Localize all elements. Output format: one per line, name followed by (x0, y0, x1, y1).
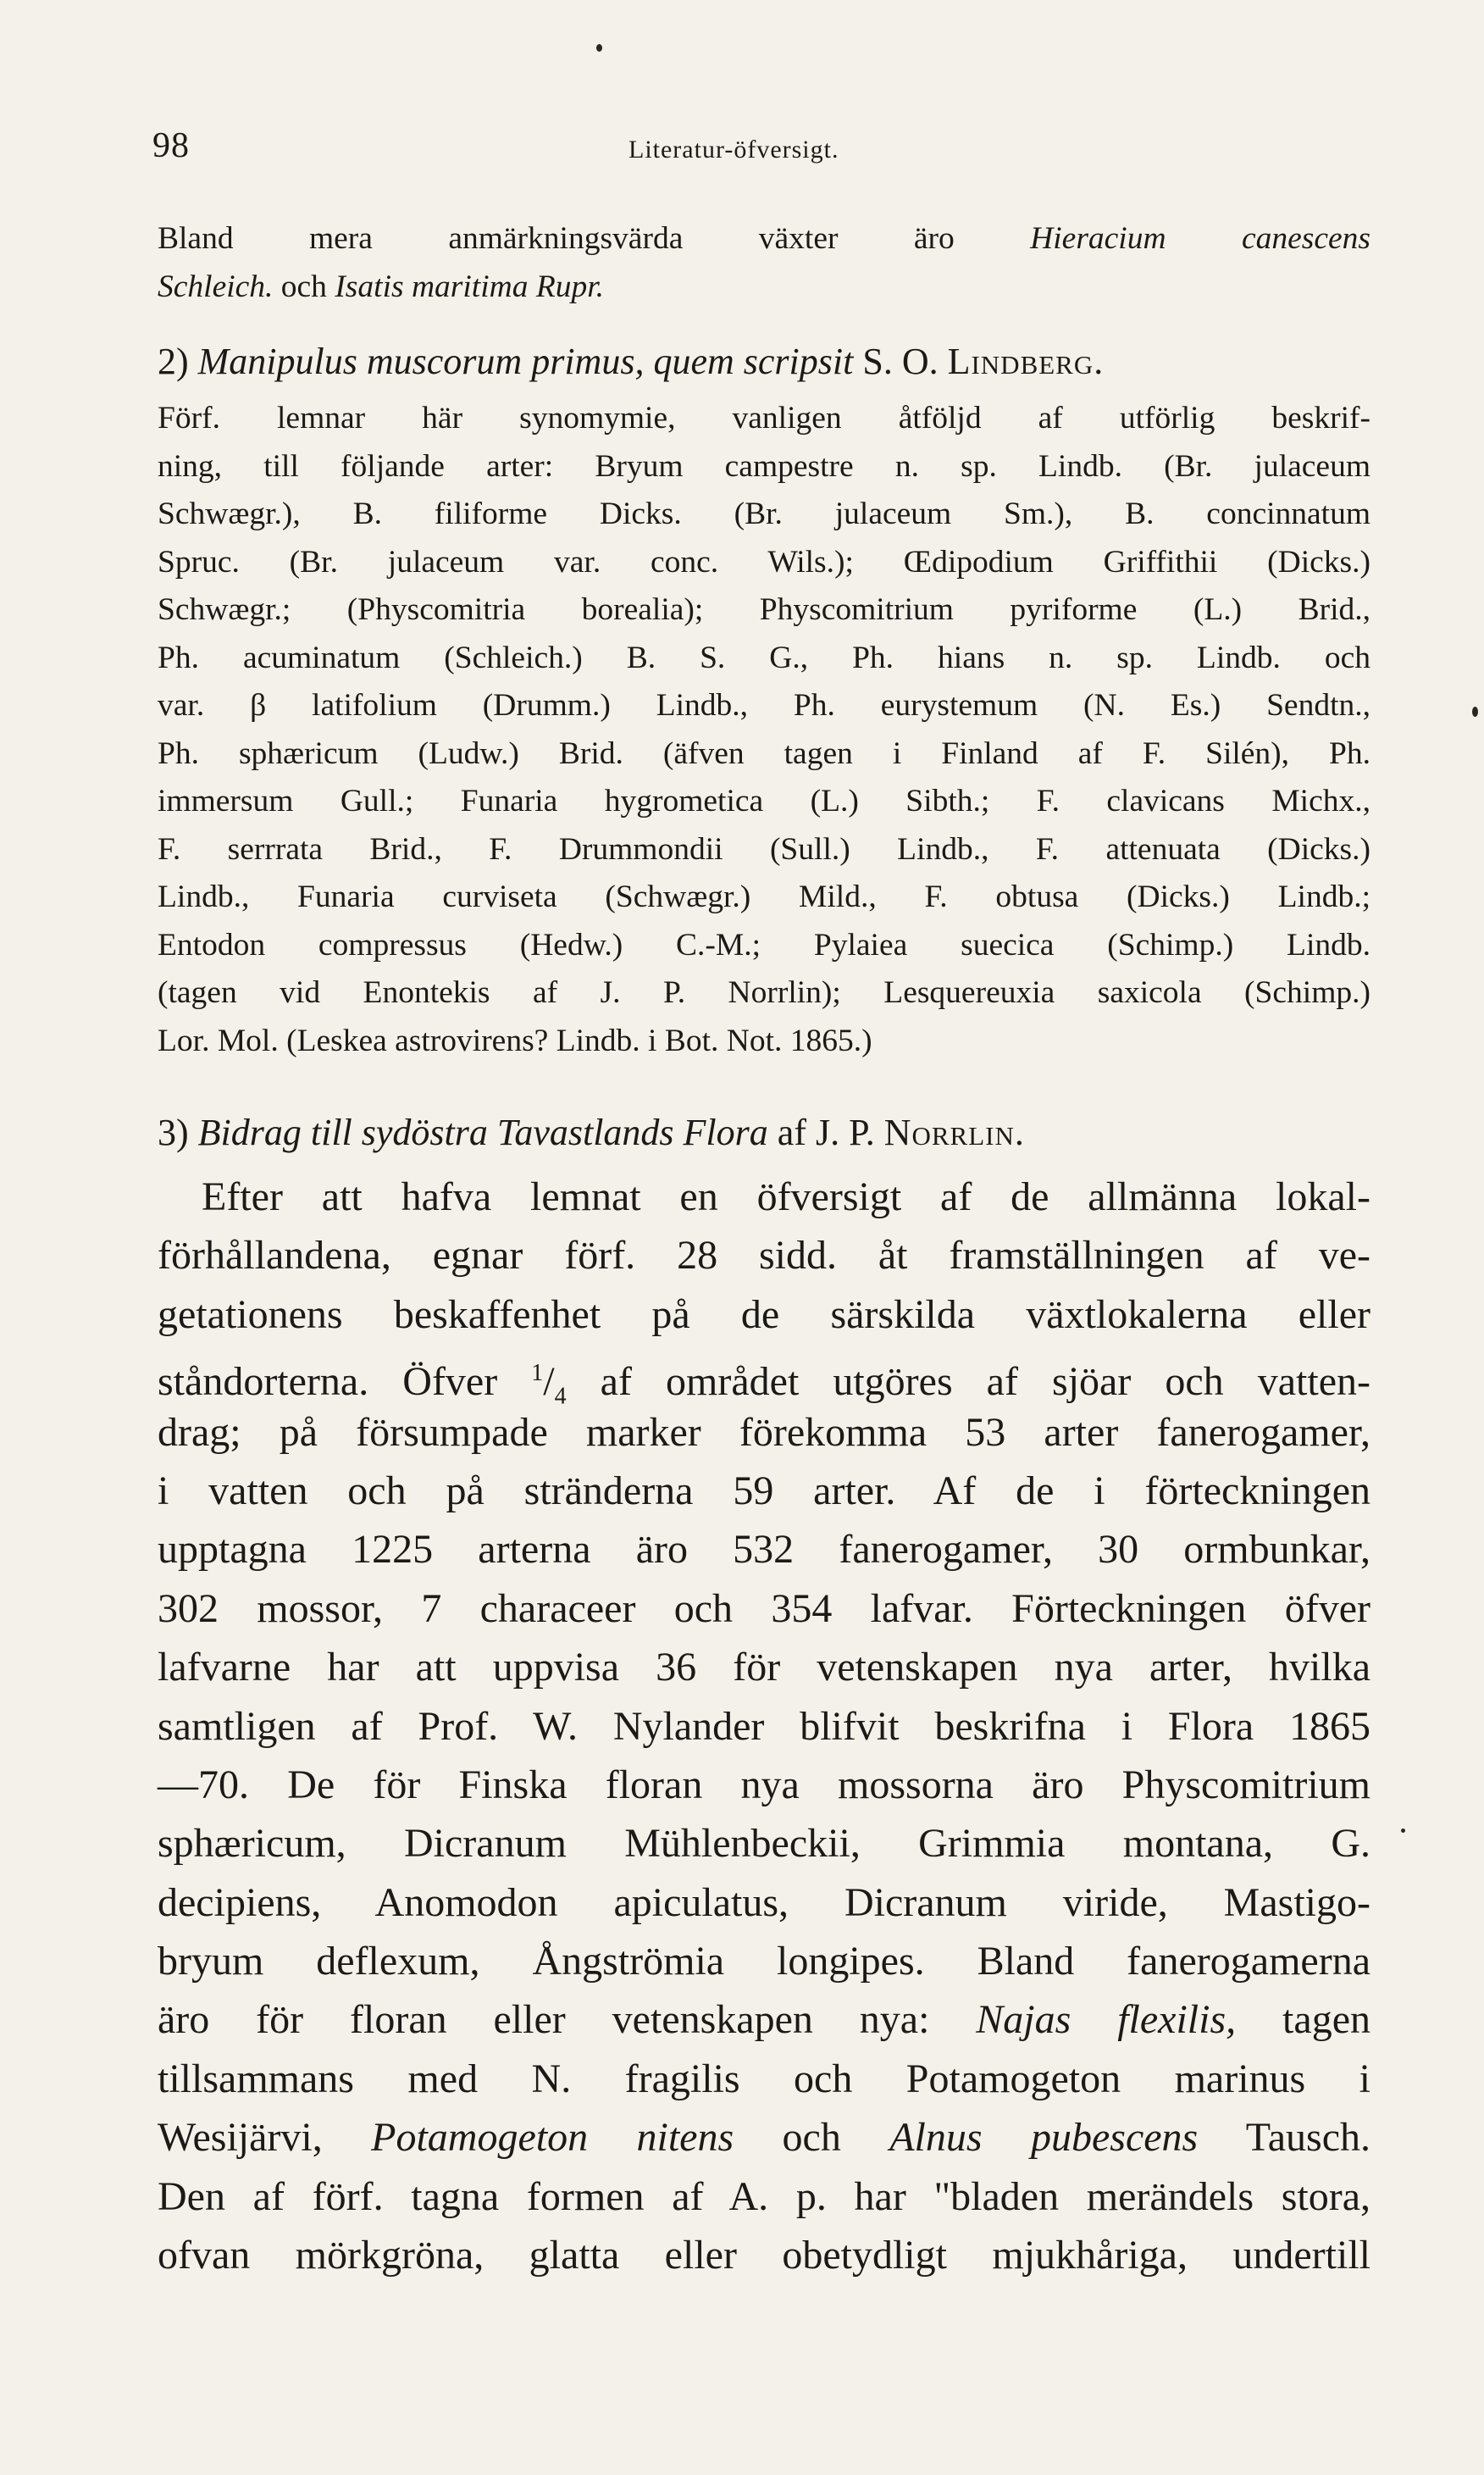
section-title: 3) Bidrag till sydöstra Tavastlands Flora af J. P. Norrlin. (158, 1112, 1025, 1153)
text-line: getationens beskaffenhet på de särskilda växtlokalerna eller (158, 1291, 1370, 1337)
ink-speck (596, 44, 602, 52)
text-line: (tagen vid Enontekis af J. P. Norrlin); Lesquereuxia saxicola (Schimp.) (158, 975, 1370, 1010)
text-line: bryum deflexum, Ångströmia longipes. Bland fanerogamerna (158, 1939, 1370, 1984)
text-line: Schwægr.; (Physcomitria borealia); Physcomitrium pyriforme (L.) Brid., (158, 592, 1370, 627)
author-name: Lindberg. (947, 341, 1105, 382)
text-line: äro för floran eller vetenskapen nya: Najas flexilis, tagen (158, 1997, 1370, 2043)
page-header (152, 125, 1372, 176)
text-line: ning, till följande arter: Bryum campestre n. sp. Lindb. (Br. julaceum (158, 448, 1370, 484)
running-title: Literatur-öfversigt. (628, 136, 839, 164)
text-line: sphæricum, Dicranum Mühlenbeckii, Grimmia montana, G. (158, 1821, 1370, 1867)
text-line: i vatten och på stränderna 59 arter. Af de i förteckningen (158, 1468, 1370, 1513)
text-line: Den af förf. tagna formen af A. p. har "bladen merändels stora, (158, 2173, 1370, 2219)
text-line: decipiens, Anomodon apiculatus, Dicranum viride, Mastigo- (158, 1879, 1370, 1925)
species-name: Hieracium canescens (1030, 221, 1370, 256)
text-line: samtligen af Prof. W. Nylander blifvit beskrifna i Flora 1865 (158, 1703, 1370, 1749)
text-line: ståndorterna. Öfver $^1/_4$ af området utgöres af sjöar och vatten- (158, 1359, 1371, 1410)
text-line: Lor. Mol. (Leskea astrovirens? Lindb. i Bot. Not. 1865.) (158, 1023, 872, 1058)
text-line: förhållandena, egnar förf. 28 sidd. åt framställningen af ve- (158, 1233, 1370, 1279)
section-title: 2) Manipulus muscorum primus, quem scripsit S. O. Lindberg. (158, 341, 1105, 382)
text-line: —70. De för Finska floran nya mossorna äro Physcomitrium (158, 1762, 1370, 1807)
ink-speck (1472, 707, 1478, 717)
text-line: 302 mossor, 7 characeer och 354 lafvar. Förteckningen öfver (158, 1585, 1370, 1631)
species-name: Potamogeton nitens (371, 2115, 734, 2161)
work-title: Manipulus muscorum primus, quem scripsit (197, 341, 854, 382)
text-line: Schwægr.), B. filiforme Dicks. (Br. julaceum Sm.), B. concinnatum (158, 497, 1370, 531)
text-line: upptagna 1225 arterna äro 532 fanerogamer, 30 ormbunkar, (158, 1527, 1370, 1573)
text-line: Förf. lemnar här synomymie, vanligen åtföljd af utförlig beskrif- (158, 401, 1370, 436)
text-line: var. β latifolium (Drumm.) Lindb., Ph. eurystemum (N. Es.) Sendtn., (158, 688, 1370, 723)
section-3-heading (158, 1103, 1370, 1163)
section-2-heading (158, 332, 1370, 391)
text-line: immersum Gull.; Funaria hygrometica (L.) Sibth.; F. clavicans Michx., (158, 784, 1370, 819)
section-2-body (158, 395, 1370, 1065)
text-line: Wesijärvi, Potamogeton nitens och Alnus pubescens Tausch. (158, 2115, 1371, 2161)
text-line: Efter att hafva lemnat en öfversigt af de allmänna lokal- (202, 1174, 1370, 1219)
fraction-denominator: 4 (554, 1383, 567, 1410)
species-name: Isatis maritima Rupr. (335, 269, 605, 304)
text-line: Schleich. och Isatis maritima Rupr. (158, 269, 605, 304)
text-line: drag; på försumpade marker förekomma 53 arter fanerogamer, (158, 1409, 1370, 1455)
text-line: tillsammans med N. fragilis och Potamogeton marinus i (158, 2056, 1370, 2101)
species-author: Schleich. (158, 269, 274, 304)
intro-paragraph (158, 215, 1370, 311)
text-line: Ph. acuminatum (Schleich.) B. S. G., Ph. hians n. sp. Lindb. och (158, 640, 1370, 675)
work-title: Bidrag till sydöstra Tavastlands Flora (197, 1112, 768, 1153)
text-line: lafvarne har att uppvisa 36 för vetenskapen nya arter, hvilka (158, 1645, 1370, 1690)
text-line: Ph. sphæricum (Ludw.) Brid. (äfven tagen i Finland af F. Silén), Ph. (158, 735, 1370, 771)
species-name: Alnus pubescens (889, 2115, 1199, 2161)
text-line: Entodon compressus (Hedw.) C.-M.; Pylaiea suecica (Schimp.) Lindb. (158, 927, 1370, 963)
ink-speck (1401, 1829, 1405, 1833)
text-line: Spruc. (Br. julaceum var. conc. Wils.); Œdipodium Griffithii (Dicks.) (158, 544, 1370, 580)
species-name: Najas flexilis, (976, 1997, 1237, 2043)
page-number: 98 (152, 126, 190, 165)
text-line: ofvan mörkgröna, glatta eller obetydligt mjukhåriga, undertill (158, 2233, 1370, 2278)
text-line: Lindb., Funaria curviseta (Schwægr.) Mild., F. obtusa (Dicks.) Lindb.; (158, 880, 1370, 914)
text-line: F. serrrata Brid., F. Drummondii (Sull.) Lindb., F. attenuata (Dicks.) (158, 831, 1370, 867)
text-line: Bland mera anmärkningsvärda växter äro Hieracium canescens (158, 221, 1370, 256)
author-name: Norrlin. (883, 1112, 1025, 1153)
section-3-body (158, 1168, 1370, 2284)
fraction-numerator: 1 (531, 1360, 544, 1387)
